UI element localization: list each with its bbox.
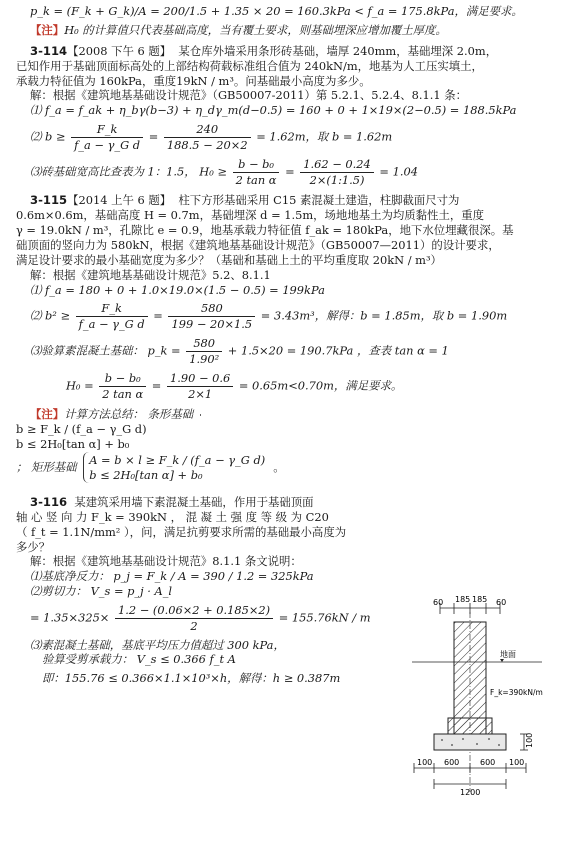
wall-step	[448, 718, 492, 734]
denominator: 2	[190, 618, 198, 633]
eq-text: = 1.35×325×	[30, 610, 110, 625]
numerator: 1.90 − 0.6	[167, 371, 233, 387]
solution-intro: 解：根据《建筑地基基础设计规范》5.2、8.1.1	[30, 267, 271, 282]
dim-label: 100	[525, 732, 534, 748]
problem-text: 满足设计要求的最小基础宽度为多少？（基础和基础上土的平均重度取 20kN / m³）	[16, 252, 442, 267]
problem-text: 已知作用于基础顶面标高处的上部结构荷载标准组合值为 240kN/m，地基为人工压实填土，	[16, 58, 483, 73]
eq-text: H₀ =	[66, 378, 94, 393]
denominator: 1.90²	[189, 351, 220, 366]
note-text: 。	[273, 459, 285, 474]
fraction	[300, 157, 374, 188]
numerator: F_k	[76, 301, 148, 317]
numerator: F_k	[71, 122, 143, 138]
solution-step-1: ⑴ f_a = f_ak + η_bγ(b−3) + η_dγ_m(d−0.5) = 160 + 0 + 1×19×(2−0.5) = 188.5kPa	[30, 103, 517, 118]
problem-text: 轴 心 竖 向 力 F_k = 390kN ， 混 凝 土 强 度 等 级 为 C20	[16, 509, 329, 524]
problem-text: 承载力特征值为 160kPa，重度19kN / m³。问基础最小高度为多少。	[16, 73, 371, 88]
fraction	[115, 603, 273, 634]
problem-source: 【2014 上午 6 题】	[67, 193, 172, 208]
denominator: 2 tan α	[235, 172, 277, 187]
problem-3-116-title	[16, 495, 376, 510]
ground-marker-icon	[500, 659, 504, 662]
eq-text: + 1.5×20 = 190.7kPa ，查表 tan α = 1	[227, 343, 449, 358]
concrete-foundation	[434, 734, 506, 750]
note-text: ； 矩形基础	[16, 459, 77, 474]
fraction	[164, 122, 251, 153]
denominator: 2×1	[188, 386, 213, 401]
problem-text: 多少？	[16, 539, 51, 554]
eq-text: ⑶砖基础宽高比查表为 1：1.5， H₀ ≥	[30, 164, 227, 179]
problem-number: 3-115	[30, 193, 68, 208]
fraction	[233, 157, 280, 188]
numerator: 1.62 − 0.24	[300, 157, 374, 173]
note-label: 【注】	[30, 22, 65, 37]
ground-label: 地面	[500, 650, 516, 659]
fraction	[99, 371, 146, 402]
numerator: b − b₀	[233, 157, 280, 173]
eq-text: = 155.76kN / m	[278, 610, 371, 625]
problem-text: 础顶面的竖向力为 580kN，根据《建筑地基基础设计规范》（GB50007—2011）的设计要求，	[16, 238, 500, 253]
solution-step-1: ⑴ f_a = 180 + 0 + 1.0×19.0×(1.5 − 0.5) = 199kPa	[30, 282, 325, 297]
problem-3-114-title	[16, 44, 552, 59]
load-label: F_k=390kN/m	[490, 688, 543, 697]
note-text: H₀ 的计算值只代表基础高度，当有覆土要求，则基础埋深应增加覆土厚度。	[64, 22, 447, 37]
dim-label: 100	[417, 758, 433, 767]
numerator: 580	[186, 336, 222, 352]
numerator: 240	[164, 122, 251, 138]
condition-line: b ≤ 2H₀[tan α] + b₀	[89, 467, 203, 482]
eq-text: ⑵ b ≥	[30, 129, 66, 144]
rect-foundation-conditions	[83, 452, 270, 484]
eq-text: =	[148, 129, 159, 144]
denominator: f_a − γ_G d	[78, 317, 145, 332]
denominator: 2 tan α	[102, 386, 144, 401]
fraction	[167, 371, 233, 402]
fraction	[76, 301, 148, 332]
solution-step-2: ⑵剪切力： V_s = p_j · A_l	[30, 584, 173, 599]
problem-text: （ f_t = 1.1N/mm² ），问，满足抗剪要求所需的基础最小高度为	[16, 524, 347, 539]
note-text: 计算方法总结： 条形基础	[64, 407, 194, 422]
eq-text: = 3.43m³，解得：b = 1.85m，取 b = 1.90m	[260, 308, 508, 323]
formula-pk: p_k = (F_k + G_k)/A = 200/1.5 + 1.35 × 20 = 160.3kPa < f_a = 175.8kPa，满足要求。	[30, 4, 523, 18]
dim-label: 600	[444, 758, 460, 767]
problem-text: 柱下方形基础采用 C15 素混凝土建造，柱脚截面尺寸为	[178, 193, 460, 208]
solution-intro: 解：根据《建筑地基基础设计规范》8.1.1 条文说明：	[30, 554, 302, 569]
problem-text: γ = 19.0kN / m³，孔隙比 e = 0.9，地基承载力特征值 f_ak = 180kPa，地下水位埋藏很深。基	[16, 223, 514, 238]
wall	[454, 622, 486, 734]
note-summary	[16, 407, 552, 422]
problem-number: 3-114	[30, 43, 68, 58]
condition-line: b ≥ F_k / (f_a − γ_G d)	[16, 422, 147, 437]
solution-step-2	[16, 122, 552, 153]
problem-text: 0.6m×0.6m，基础高度 H = 0.7m，基础埋深 d = 1.5m，场地地基土为均质黏性土，重度	[16, 208, 485, 223]
solution-step-2b	[16, 603, 376, 634]
condition-line: A = b × l ≥ F_k / (f_a − γ_G d)	[89, 452, 266, 467]
problem-3-116	[16, 495, 376, 686]
denominator: f_a − γ_G d	[74, 137, 141, 152]
eq-text: = 1.04	[379, 164, 418, 179]
dim-label: 60	[433, 598, 444, 607]
solution-intro: 解：根据《建筑地基基础设计规范》（GB50007-2011）第 5.2.1、5.2.4、8.1.1 条：	[30, 88, 468, 103]
denominator: 188.5 − 20×2	[166, 137, 248, 152]
dim-label: 185	[455, 595, 471, 604]
solution-step-3: ⑶砖基础宽高比查表为 1：1.5， H₀ ≥ $\frac{\text{b − b₀}}{\text{2 tan α}}$ = $\frac{1.62 - 0.24}{2\times(1:1.5)}$ = 1.04	[30, 156, 418, 187]
dim-label: 60	[496, 598, 507, 607]
document-page	[16, 4, 552, 686]
problem-text: 某建筑采用墙下素混凝土基础，作用于基础顶面	[74, 494, 314, 509]
solution-step-3c: 即：155.76 ≤ 0.366×1.1×10³×h，解得：h ≥ 0.387m	[42, 671, 341, 686]
denominator: 199 − 20×1.5	[171, 317, 253, 332]
numerator: 1.2 − (0.06×2 + 0.185×2)	[115, 603, 273, 619]
problem-number: 3-116	[30, 494, 68, 509]
dim-label: 185	[472, 595, 488, 604]
condition-line: b ≤ 2H₀[tan α] + b₀	[16, 437, 130, 451]
eq-text: = 1.62m，取 b = 1.62m	[256, 129, 393, 144]
problem-3-115-title	[16, 193, 552, 208]
eq-text: = 0.65m<0.70m，满足要求。	[238, 378, 403, 393]
strip-foundation-conditions	[200, 414, 211, 416]
dim-label: 100	[509, 758, 525, 767]
solution-step-1: ⑴基底净反力： p_j = F_k / A = 390 / 1.2 = 325kPa	[30, 569, 314, 584]
note-label: 【注】	[30, 407, 65, 422]
eq-text: ⑵ b² ≥	[30, 308, 71, 323]
fraction	[168, 301, 255, 332]
dim-label: 1200	[460, 788, 481, 797]
solution-step-3b: 验算受剪承载力： V_s ≤ 0.366 f_t A	[42, 652, 236, 667]
problem-text: 某仓库外墙采用条形砖基础，墙厚 240mm，基础埋深 2.0m，	[178, 43, 498, 58]
solution-step-2: ⑵ b² ≥ $\frac{F\_k}{\text{f\_a − γ\_G d}}$ = $\frac{580}{199 - 20\times 1.5}$ = 3.43m³，解得：b = 1.85m，取 b = 1.90m	[30, 301, 508, 332]
fraction	[71, 122, 143, 153]
dim-label: 600	[480, 758, 496, 767]
numerator: 580	[168, 301, 255, 317]
eq-text: ⑶验算素混凝土基础： p_k =	[30, 343, 181, 358]
note-h0	[16, 23, 552, 38]
solution-step-3	[16, 336, 552, 367]
denominator: 2×(1:1.5)	[309, 172, 365, 187]
foundation-section-figure	[392, 592, 557, 807]
numerator: b − b₀	[99, 371, 146, 387]
foundation-diagram	[392, 592, 557, 807]
problem-source: 【2008 下午 6 题】	[67, 43, 172, 58]
solution-step-4: H₀ = $\frac{\text{b − b₀}}{\text{2 tan α}}$ = $\frac{1.90 - 0.6}{2\times 1}$ = 0.65m<0.70m，满足要求。	[66, 370, 403, 401]
fraction	[186, 336, 222, 367]
solution-step-3: ⑶素混凝土基础，基底平均压力值超过 300 kPa，	[30, 637, 285, 652]
